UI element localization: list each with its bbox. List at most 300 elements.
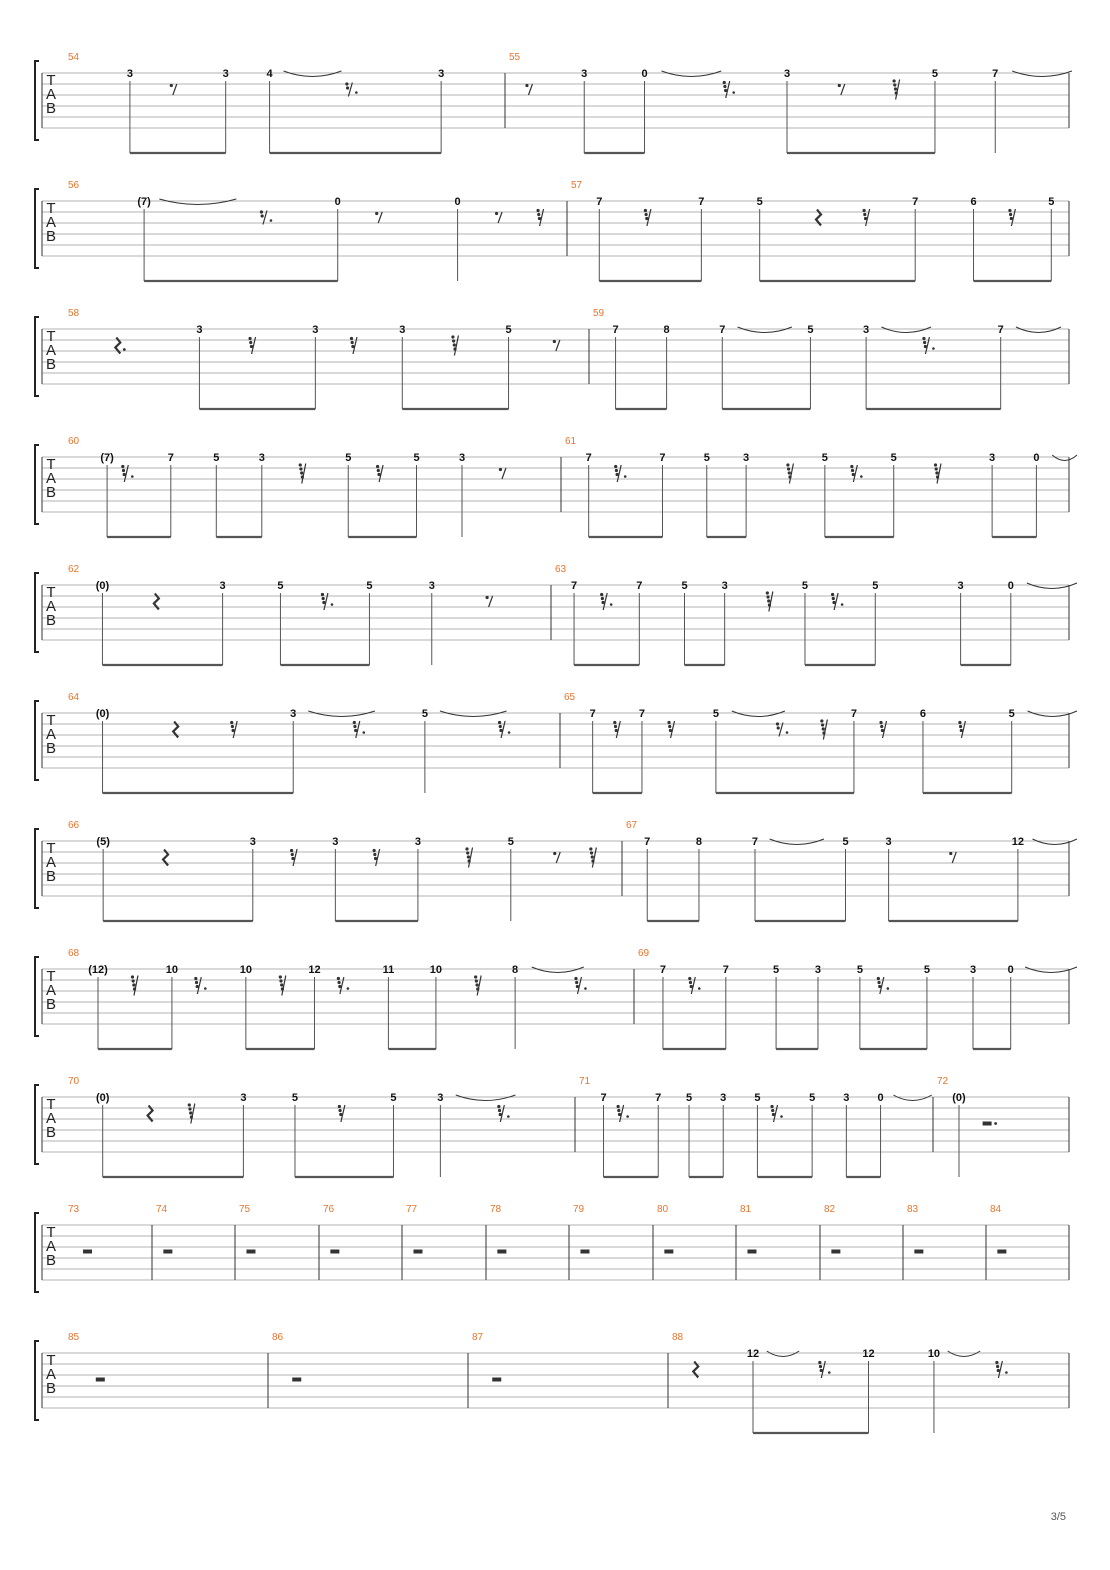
fret-number: 3 (885, 836, 892, 848)
rest-eighth (952, 852, 956, 863)
rest-dot (786, 731, 789, 734)
rest-flag (591, 855, 594, 858)
tab-clef-letter: B (45, 484, 57, 501)
tab-clef-letter: A (45, 470, 57, 487)
fret-number: 3 (743, 452, 750, 464)
measure (937, 1076, 1069, 1177)
rest-flag (667, 721, 670, 724)
system-bracket (35, 1085, 39, 1164)
rest-flag (374, 857, 377, 860)
rest-eighth (489, 596, 493, 607)
fret-number: 3 (720, 1092, 727, 1104)
rest-flag (615, 469, 618, 472)
rest-flag (877, 977, 880, 980)
rest-flag (132, 983, 135, 986)
rest-flag (822, 731, 825, 734)
measure-number: 68 (68, 948, 80, 959)
tab-clef-letter: A (45, 854, 57, 871)
measure-number: 66 (68, 820, 80, 831)
rest-flag (322, 597, 325, 600)
rest-flag (959, 725, 962, 728)
rest-half (747, 1250, 756, 1254)
rest-flag (851, 469, 854, 472)
fret-number: 5 (821, 452, 828, 464)
fret-number: 3 (721, 580, 728, 592)
measure (68, 308, 589, 409)
rest-dot (123, 348, 126, 351)
rest-flag (170, 84, 173, 87)
rest-flag (822, 727, 825, 730)
rest-flag (322, 601, 325, 604)
fret-number: 10 (927, 1348, 941, 1360)
rest-flag (346, 86, 349, 89)
tie-arc (948, 1351, 981, 1357)
rest-flag (820, 719, 823, 722)
rest-flag (669, 729, 672, 732)
rest-flag (486, 596, 489, 599)
fret-number: 5 (807, 324, 814, 336)
measure-number: 82 (824, 1204, 836, 1215)
tie-arc (767, 1351, 800, 1357)
rest-flag (788, 471, 791, 474)
fret-number: 0 (1007, 964, 1014, 976)
rest-half (664, 1250, 673, 1254)
rest-flag (614, 465, 617, 468)
tie-arc (456, 1095, 516, 1101)
rest-flag (818, 1361, 821, 1364)
rest-dot (932, 347, 935, 350)
fret-number: 7 (659, 452, 666, 464)
rest-flag (250, 345, 253, 348)
tie-arc (881, 327, 931, 333)
rest-flag (376, 465, 379, 468)
fret-number: 7 (997, 324, 1004, 336)
rest-flag (189, 1111, 192, 1114)
rest-flag (879, 721, 882, 724)
fret-number: 7 (612, 324, 619, 336)
rest-flag (499, 729, 502, 732)
fret-number: 5 (1048, 196, 1055, 208)
rest-flag (600, 593, 603, 596)
tab-clef-letter: T (46, 1096, 56, 1113)
rest-flag (353, 725, 356, 728)
rest-flag (452, 339, 455, 342)
rest-flag (895, 91, 898, 94)
rest-flag (819, 1365, 822, 1368)
rest-flag (770, 1105, 773, 1108)
rest-flag (499, 1113, 502, 1116)
tie-arc (893, 1095, 931, 1101)
fret-number: 3 (249, 836, 256, 848)
rest-16th-dot (779, 723, 783, 737)
fret-number: 3 (258, 452, 265, 464)
rest-dot (610, 603, 613, 606)
system-bracket (35, 445, 39, 524)
measure-number: 78 (490, 1204, 502, 1215)
fret-number: 7 (659, 964, 667, 976)
rest-flag (590, 851, 593, 854)
rest-flag (301, 475, 304, 478)
measure-number: 65 (564, 692, 576, 703)
fret-number: 7 (589, 708, 596, 720)
fret-number: 3 (957, 580, 964, 592)
rest-flag (894, 87, 897, 90)
rest-flag (377, 473, 380, 476)
tab-clef-letter: T (46, 584, 56, 601)
measure-number: 79 (573, 1204, 585, 1215)
rest-dot (362, 731, 365, 734)
fret-number: 5 (366, 580, 373, 592)
fret-number: 10 (165, 964, 179, 976)
fret-number: 7 (992, 68, 999, 80)
fret-number: 4 (266, 68, 273, 80)
fret-number: 10 (239, 964, 252, 976)
measure-number: 59 (593, 308, 605, 319)
fret-number: 3 (783, 68, 791, 80)
rest-flag (591, 859, 594, 862)
rest-flag (589, 847, 592, 850)
rest-flag (537, 213, 540, 216)
rest-flag (451, 335, 454, 338)
fret-number: 7 (850, 708, 858, 720)
fret-number: 5 (856, 964, 863, 976)
rest-dot (828, 1371, 831, 1374)
rest-flag (893, 83, 896, 86)
rest-eighth (556, 340, 560, 351)
fret-number: 7 (698, 196, 705, 208)
rest-dot (887, 987, 890, 990)
rest-flag (787, 467, 790, 470)
fret-number: (7) (137, 196, 151, 208)
rest-flag (644, 209, 647, 212)
rest-eighth (502, 468, 506, 479)
fret-number: 3 (428, 580, 435, 592)
rest-flag (280, 983, 283, 986)
rest-flag (831, 593, 834, 596)
rest-flag (230, 721, 233, 724)
fret-number: 7 (636, 580, 643, 592)
fret-number: 12 (862, 1348, 875, 1360)
tab-system (35, 180, 1069, 281)
rest-flag (1008, 209, 1011, 212)
measure (68, 820, 622, 921)
fret-number: 0 (1007, 580, 1014, 592)
fret-number: 3 (126, 68, 133, 80)
rest-dot (626, 1115, 629, 1118)
rest-eighth (498, 212, 502, 223)
measure-number: 60 (68, 436, 80, 447)
rest-eighth (173, 84, 177, 95)
rest-flag (338, 1105, 341, 1108)
fret-number: 7 (596, 196, 603, 208)
rest-flag (453, 343, 456, 346)
tab-clef-letter: A (45, 726, 57, 743)
tie-arc (1028, 711, 1077, 717)
rest-eighth (556, 852, 560, 863)
tab-clef-letter: T (46, 456, 56, 473)
rest-flag (864, 217, 867, 220)
rest-flag (877, 981, 880, 984)
rest-flag (617, 1105, 620, 1108)
fret-number: 5 (773, 964, 780, 976)
rest-flag (498, 721, 501, 724)
rest-dot (347, 987, 350, 990)
tab-clef-letter: A (45, 1238, 57, 1255)
rest-flag (377, 469, 380, 472)
rest-dot (355, 91, 358, 94)
rest-eighth (378, 212, 382, 223)
fret-number: 5 (213, 452, 220, 464)
measure (509, 52, 1072, 153)
tab-system (35, 692, 1077, 793)
measure-number: 69 (638, 948, 650, 959)
measure-number: 73 (68, 1204, 80, 1215)
rest-flag (536, 209, 539, 212)
rest-flag (820, 1369, 823, 1372)
fret-number: 6 (919, 708, 927, 720)
fret-number: 0 (641, 68, 648, 80)
rest-flag (777, 726, 780, 729)
tab-clef-letter: A (45, 86, 57, 103)
tab-clef-letter: A (45, 214, 57, 231)
rest-flag (291, 853, 294, 856)
tab-system (35, 820, 1077, 921)
rest-dot (507, 1115, 510, 1118)
page-number: 3/5 (1050, 1511, 1066, 1523)
fret-number: 3 (458, 452, 466, 464)
measure-number: 62 (68, 564, 80, 575)
measure-number: 70 (68, 1076, 80, 1087)
rest-flag (321, 593, 324, 596)
tie-arc (159, 199, 236, 205)
rest-flag (767, 599, 770, 602)
rest-flag (996, 1365, 999, 1368)
measure-number: 86 (272, 1332, 284, 1343)
rest-flag (474, 975, 477, 978)
fret-number: 7 (912, 196, 919, 208)
rest-flag (190, 1115, 193, 1118)
measure (638, 948, 1077, 1049)
measure (593, 308, 1069, 409)
rest-flag (601, 597, 604, 600)
rest-dot (584, 987, 587, 990)
fret-number: 3 (196, 324, 203, 336)
measure-number: 77 (406, 1204, 418, 1215)
measure-number: 75 (239, 1204, 251, 1215)
system-bracket (35, 573, 39, 652)
measure (68, 948, 634, 1049)
measure-number: 80 (657, 1204, 669, 1215)
rest-flag (373, 853, 376, 856)
fret-number: 5 (842, 836, 849, 848)
rest-flag (878, 985, 881, 988)
rest-flag (668, 725, 671, 728)
measure-number: 67 (626, 820, 638, 831)
fret-number: 8 (695, 836, 703, 848)
measure-number: 81 (740, 1204, 752, 1215)
fret-number: 5 (1008, 708, 1015, 720)
rest-flag (832, 601, 835, 604)
rest-flag (133, 987, 136, 990)
fret-number: 3 (219, 580, 226, 592)
rest-dot (994, 1122, 997, 1125)
rest-flag (863, 209, 866, 212)
rest-flag (291, 857, 294, 860)
measure-number: 88 (672, 1332, 684, 1343)
rest-half (246, 1250, 255, 1254)
measure-number: 55 (509, 52, 521, 63)
rest-flag (538, 217, 541, 220)
rest-flag (1009, 213, 1012, 216)
tab-clef-letter: A (45, 342, 57, 359)
rest-flag (645, 213, 648, 216)
measure-number: 61 (565, 436, 577, 447)
fret-number: 6 (970, 196, 977, 208)
fret-number: 7 (719, 324, 726, 336)
fret-number: 3 (814, 964, 822, 976)
rest-flag (881, 729, 884, 732)
rest-dot (732, 91, 735, 94)
tab-clef-letter: B (45, 612, 57, 629)
tie-arc (440, 711, 507, 717)
rest-flag (935, 467, 938, 470)
fret-number: 12 (308, 964, 321, 976)
rest-flag (498, 1109, 501, 1112)
measure (571, 180, 1069, 281)
rest-flag (615, 729, 618, 732)
rest-flag (776, 722, 779, 725)
fret-number: 5 (931, 68, 939, 80)
rest-flag (373, 849, 376, 852)
rest-flag (248, 337, 251, 340)
rest-flag (468, 859, 471, 862)
fret-number: 3 (581, 68, 588, 80)
rest-flag (351, 341, 354, 344)
rest-half-dot (983, 1122, 992, 1126)
fret-number: (0) (95, 708, 110, 720)
rest-flag (832, 597, 835, 600)
fret-number: 5 (801, 580, 809, 592)
rest-half (96, 1378, 105, 1382)
fret-number: 7 (722, 964, 729, 976)
fret-number: 3 (863, 324, 870, 336)
measure (68, 436, 561, 537)
tab-clef-letter: A (45, 598, 57, 615)
tab-clef-letter: T (46, 968, 56, 985)
rest-flag (852, 473, 855, 476)
rest-16th-dot (348, 83, 352, 97)
rest-flag (194, 977, 197, 980)
rest-flag (476, 987, 479, 990)
rest-flag (499, 468, 502, 471)
rest-flag (601, 601, 604, 604)
rest-flag (1010, 217, 1013, 220)
rest-flag (497, 1105, 500, 1108)
tab-clef-letter: A (45, 1110, 57, 1127)
tie-arc (738, 327, 792, 333)
tab-clef-letter: T (46, 72, 56, 89)
tab-clef-letter: T (46, 328, 56, 345)
measure (579, 1076, 933, 1177)
rest-dot (204, 987, 207, 990)
fret-number: 12 (746, 1348, 760, 1360)
rest-flag (475, 983, 478, 986)
measure-number: 56 (68, 180, 80, 191)
rest-flag (299, 463, 302, 466)
fret-number: 7 (600, 1092, 607, 1104)
rest-flag (553, 340, 556, 343)
fret-number: 5 (291, 1092, 299, 1104)
tie-arc (1012, 71, 1072, 77)
rest-flag (576, 985, 579, 988)
rest-flag (465, 847, 468, 850)
rest-flag (249, 341, 252, 344)
fret-number: 0 (334, 196, 341, 208)
rest-flag (466, 851, 469, 854)
tab-clef-letter: T (46, 200, 56, 217)
fret-number: 5 (390, 1092, 397, 1104)
rest-flag (924, 345, 927, 348)
tab-clef-letter: T (46, 1224, 56, 1241)
tab-system (35, 564, 1077, 665)
tab-clef-letter: B (45, 1124, 57, 1141)
system-bracket (35, 1341, 39, 1420)
system-bracket (35, 189, 39, 268)
rest-16th-dot (263, 211, 267, 225)
rest-half (497, 1250, 506, 1254)
measure (564, 692, 1077, 793)
rest-half (492, 1378, 501, 1382)
tab-system (35, 436, 1077, 537)
rest-flag (613, 721, 616, 724)
measure-number: 57 (571, 180, 583, 191)
rest-flag (375, 212, 378, 215)
fret-number: 0 (1033, 452, 1040, 464)
rest-flag (453, 347, 456, 350)
rest-flag (231, 725, 234, 728)
rest-dot (131, 475, 134, 478)
rest-flag (766, 595, 769, 598)
rest-flag (232, 729, 235, 732)
fret-number: 5 (923, 964, 930, 976)
measure (565, 436, 1077, 537)
rest-flag (281, 987, 284, 990)
fret-number: 3 (240, 1092, 247, 1104)
rest-flag (196, 985, 199, 988)
fret-number: 7 (167, 452, 174, 464)
rest-flag (553, 852, 556, 855)
rest-flag (195, 981, 198, 984)
system-bracket (35, 957, 39, 1036)
fret-number: 3 (222, 68, 229, 80)
measure-number: 63 (555, 564, 567, 575)
rest-dot (508, 731, 511, 734)
tab-system (35, 308, 1069, 409)
rest-flag (188, 1107, 191, 1110)
fret-number: 3 (290, 708, 297, 720)
tab-clef-letter: B (45, 868, 57, 885)
rest-flag (290, 849, 293, 852)
measure-number: 83 (907, 1204, 919, 1215)
rest-flag (574, 977, 577, 980)
fret-number: 5 (413, 452, 420, 464)
rest-flag (345, 82, 348, 85)
tie-arc (770, 839, 824, 845)
rest-flag (772, 1113, 775, 1116)
rest-dot (698, 987, 701, 990)
rest-flag (768, 603, 771, 606)
rest-flag (995, 1361, 998, 1364)
